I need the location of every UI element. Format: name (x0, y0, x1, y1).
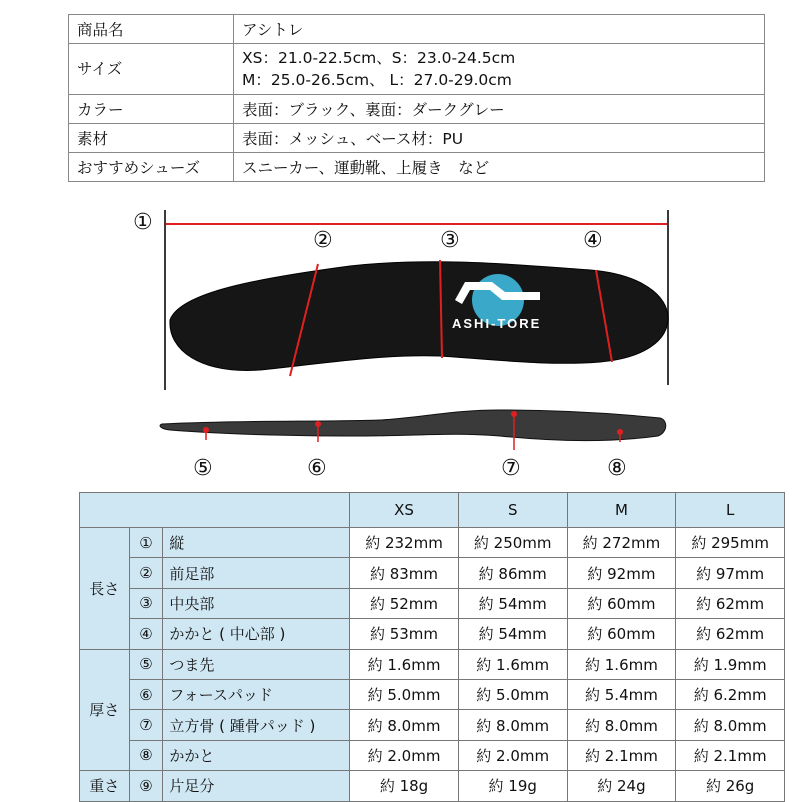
spec-value: 表面：メッシュ、ベース材：PU (234, 124, 765, 153)
table-row (80, 649, 785, 679)
group-label-thickness: 厚さ (80, 649, 130, 771)
product-spec-table (68, 14, 765, 182)
spec-key: 商品名 (69, 15, 234, 44)
cell-l: 約 2.1mm (676, 740, 785, 770)
cell-s: 約 2.0mm (458, 740, 567, 770)
spec-key: サイズ (69, 44, 234, 95)
logo-text: ASHI-TORE (452, 316, 542, 331)
cell-m: 約 5.4mm (567, 679, 676, 709)
marker-7: ⑦ (501, 456, 521, 481)
cell-xs: 約 5.0mm (350, 679, 459, 709)
cell-l: 約 1.9mm (676, 649, 785, 679)
table-row (80, 740, 785, 770)
cell-m: 約 92mm (567, 558, 676, 588)
cell-xs: 約 2.0mm (350, 740, 459, 770)
cell-l: 約 62mm (676, 588, 785, 618)
cell-s: 約 8.0mm (458, 710, 567, 740)
spec-row-name (69, 15, 765, 44)
cell-m: 約 2.1mm (567, 740, 676, 770)
spec-value-line: M：25.0-26.5cm、 L：27.0-29.0cm (242, 71, 512, 89)
cell-xs: 約 52mm (350, 588, 459, 618)
marker-2: ② (313, 228, 333, 253)
cell-m: 約 8.0mm (567, 710, 676, 740)
cell-xs: 約 1.6mm (350, 649, 459, 679)
header-m: M (567, 493, 676, 528)
table-row (80, 710, 785, 740)
cell-l: 約 295mm (676, 528, 785, 558)
spec-value: アシトレ (234, 15, 765, 44)
cell-s: 約 86mm (458, 558, 567, 588)
insole-illustration (120, 200, 680, 490)
marker-6: ⑥ (307, 456, 327, 481)
spec-key: カラー (69, 95, 234, 124)
spec-row-shoes (69, 153, 765, 182)
spec-row-material (69, 124, 765, 153)
header-blank (80, 493, 350, 528)
insole-top (170, 262, 668, 371)
cell-s: 約 5.0mm (458, 679, 567, 709)
row-name: 縦 (163, 528, 350, 558)
cell-xs: 約 8.0mm (350, 710, 459, 740)
header-l: L (676, 493, 785, 528)
cell-s: 約 54mm (458, 619, 567, 649)
cell-m: 約 24g (567, 771, 676, 801)
row-number: ⑨ (129, 771, 163, 801)
cell-s: 約 1.6mm (458, 649, 567, 679)
row-name: 片足分 (163, 771, 350, 801)
table-row (80, 558, 785, 588)
cell-m: 約 1.6mm (567, 649, 676, 679)
cell-m: 約 60mm (567, 588, 676, 618)
header-xs: XS (350, 493, 459, 528)
cell-s: 約 54mm (458, 588, 567, 618)
row-name: かかと ( 中心部 ) (163, 619, 350, 649)
cell-xs: 約 83mm (350, 558, 459, 588)
spec-row-color (69, 95, 765, 124)
marker-5: ⑤ (193, 456, 213, 481)
row-number: ② (129, 558, 163, 588)
cell-s: 約 19g (458, 771, 567, 801)
marker-3: ③ (440, 228, 460, 253)
row-number: ⑤ (129, 649, 163, 679)
row-name: かかと (163, 740, 350, 770)
marker-8: ⑧ (607, 456, 627, 481)
cell-xs: 約 18g (350, 771, 459, 801)
row-number: ⑦ (129, 710, 163, 740)
cell-m: 約 272mm (567, 528, 676, 558)
size-table-header (80, 493, 785, 528)
insole-side (160, 410, 666, 441)
spec-key: 素材 (69, 124, 234, 153)
row-name: 前足部 (163, 558, 350, 588)
row-number: ③ (129, 588, 163, 618)
spec-key: おすすめシューズ (69, 153, 234, 182)
cell-l: 約 62mm (676, 619, 785, 649)
table-row (80, 771, 785, 801)
cell-xs: 約 232mm (350, 528, 459, 558)
cell-xs: 約 53mm (350, 619, 459, 649)
spec-value (234, 44, 765, 95)
cell-l: 約 8.0mm (676, 710, 785, 740)
table-row (80, 528, 785, 558)
marker-1: ① (133, 210, 153, 235)
row-name: 立方骨 ( 踵骨パッド ) (163, 710, 350, 740)
row-name: フォースパッド (163, 679, 350, 709)
cell-m: 約 60mm (567, 619, 676, 649)
spec-row-size (69, 44, 765, 95)
cell-s: 約 250mm (458, 528, 567, 558)
row-number: ④ (129, 619, 163, 649)
cell-l: 約 26g (676, 771, 785, 801)
table-row (80, 588, 785, 618)
group-label-weight: 重さ (80, 771, 130, 801)
row-number: ⑥ (129, 679, 163, 709)
size-table (79, 492, 785, 802)
row-name: つま先 (163, 649, 350, 679)
cell-l: 約 6.2mm (676, 679, 785, 709)
spec-value-line: XS：21.0-22.5cm、S：23.0-24.5cm (242, 49, 516, 67)
spec-value: スニーカー、運動靴、上履き など (234, 153, 765, 182)
row-number: ① (129, 528, 163, 558)
marker-4: ④ (583, 228, 603, 253)
table-row (80, 679, 785, 709)
table-row (80, 619, 785, 649)
cell-l: 約 97mm (676, 558, 785, 588)
group-label-length: 長さ (80, 528, 130, 650)
row-number: ⑧ (129, 740, 163, 770)
row-name: 中央部 (163, 588, 350, 618)
spec-value: 表面：ブラック、裏面：ダークグレー (234, 95, 765, 124)
header-s: S (458, 493, 567, 528)
